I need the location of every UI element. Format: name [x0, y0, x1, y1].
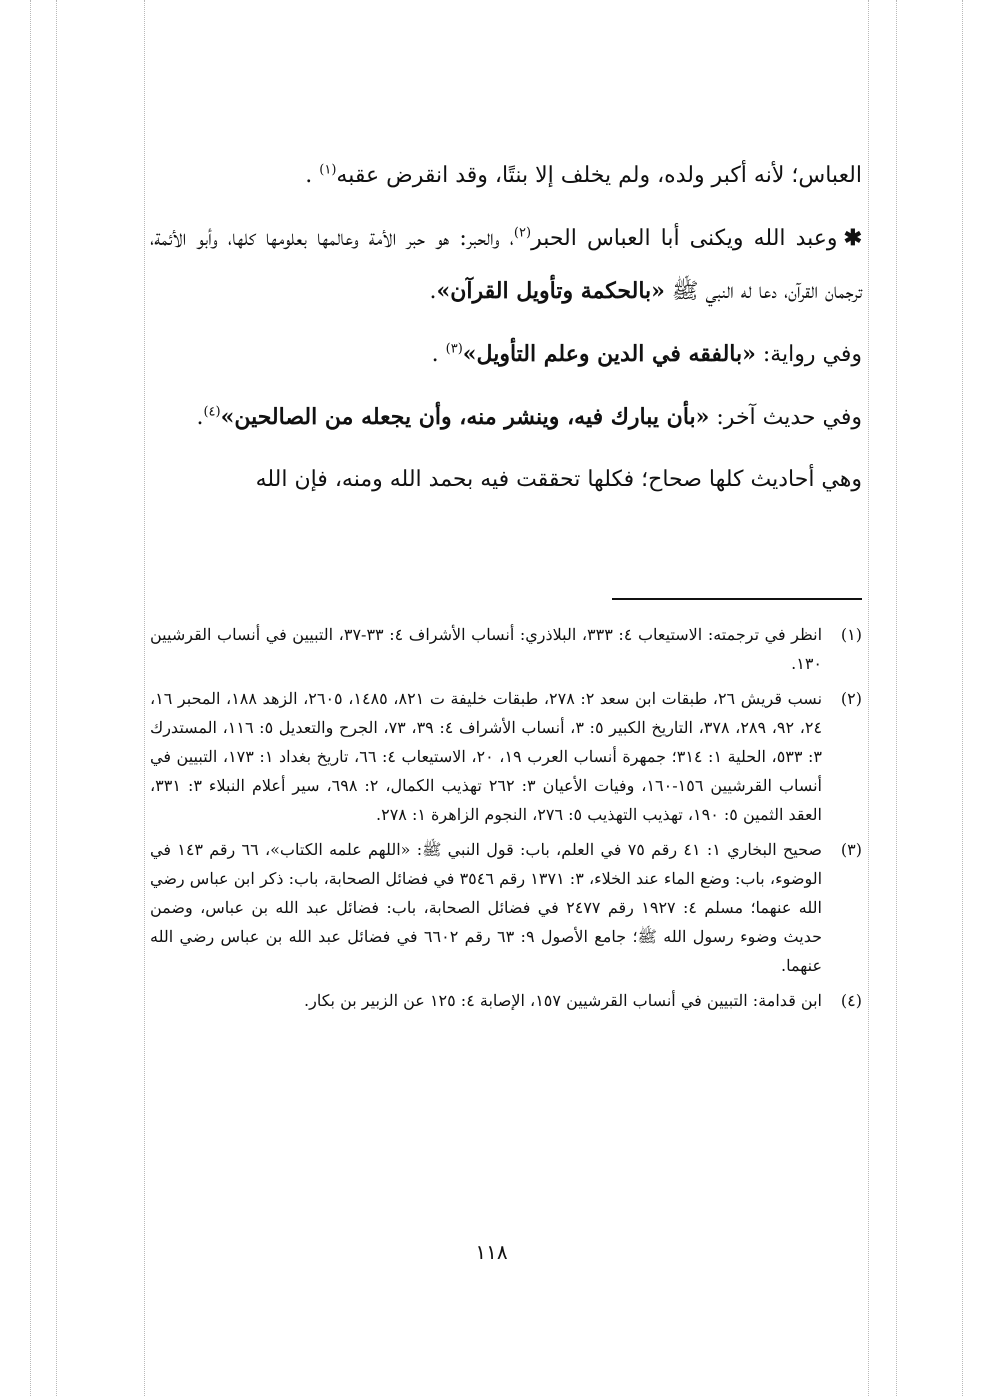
- paragraph-2-mid: ، والحبر: هو حبر الأمة وعالمها بعلومها كلها، وأبو الأئمة، ترجمان القرآن، دعا له النبي ﷺ: [150, 226, 862, 304]
- footnote-number: (٤): [840, 991, 862, 1010]
- guide-line: [962, 0, 963, 1396]
- guide-line: [30, 0, 31, 1396]
- paragraph-2-end: .: [429, 279, 437, 304]
- footnote-3: [150, 835, 862, 980]
- footnote-text: نسب قريش ٢٦، طبقات ابن سعد ٢: ٢٧٨، طبقات خليفة ت ٨٢١، ١٤٨٥، ٢٦٠٥، الزهد ١٨٨، المحبر ١٦، ٢٤، ٩٢، ٢٨٩، ٣٧٨، التاريخ الكبير ٥: ٣، أنساب الأشراف ٤: ٣٩، ٧٣، الجرح والتعديل ٥: ١١٦، المستدرك ٣: ٥٣٣، الحلية ١: ٣١٤؛ جمهرة أنساب العرب ١٩، ٢٠، الاستيعاب ٤: ٦٦، تاريخ بغداد ١: ١٧٣، التبيين في أنساب القرشيين ١٥٦-١٦٠، وفيات الأعيان ٣: ٢٦٢ تهذيب الكمال، ٢: ٦٩٨، سير أعلام النبلاء ٣: ٣٣١، العقد الثمين ٥: ١٩٠، تهذيب التهذيب ٥: ٢٧٦، النجوم الزاهرة ١: ٢٧٨.: [150, 689, 823, 824]
- footnote-text: صحيح البخاري ١: ٤١ رقم ٧٥ في العلم، باب: قول النبي ﷺ: «اللهم علمه الكتاب»، ٦٦ رقم ١٤٣ في الوضوء، باب: وضع الماء عند الخلاء، ٣: ١٣٧١ رقم ٣٥٤٦ في فضائل الصحابة، باب: ذكر ابن عباس رضي الله عنهما؛ مسلم ٤: ١٩٢٧ رقم ٢٤٧٧ في فضائل الصحابة، باب: فضائل عبد الله بن عباس، وضمن حديث وضوء رسول الله ﷺ؛ جامع الأصول ٩: ٦٣ رقم ٦٦٠٢ في فضائل عبد الله بن عباس رضي الله عنهما.: [150, 840, 823, 975]
- footnote-separator: [612, 598, 862, 600]
- paragraph-5-text: وهي أحاديث كلها صحاح؛ فكلها تحققت فيه بحمد الله ومنه، فإن الله: [255, 467, 862, 492]
- footnote-ref-4[interactable]: (٤): [203, 404, 221, 420]
- star-icon: ✱: [843, 225, 862, 251]
- footnotes: [150, 620, 862, 1021]
- page-number: ١١٨: [475, 1240, 508, 1264]
- footnote-number: (٣): [840, 840, 862, 859]
- footnote-ref-2[interactable]: (٢): [513, 225, 532, 241]
- footnote-ref-1[interactable]: (١): [319, 162, 337, 178]
- footnote-number: (٢): [840, 689, 862, 708]
- paragraph-4-quote: «بأن يبارك فيه، وينشر منه، وأن يجعله من الصالحين»: [220, 404, 710, 430]
- paragraph-4-end: .: [196, 405, 204, 430]
- paragraph-4: [150, 391, 862, 444]
- paragraph-5: [150, 454, 862, 506]
- footnote-number: (١): [840, 625, 862, 644]
- page-body: [150, 150, 862, 1010]
- footnote-2: [150, 684, 862, 829]
- paragraph-1-end: .: [305, 163, 320, 188]
- paragraph-1: [150, 150, 862, 202]
- paragraph-3: [150, 328, 862, 381]
- guide-line: [144, 0, 145, 1396]
- footnote-text: ابن قدامة: التبيين في أنساب القرشيين ١٥٧، الإصابة ٤: ١٢٥ عن الزبير بن بكار.: [304, 991, 822, 1010]
- paragraph-2-pre: وعبد الله ويكنى أبا العباس الحبر: [531, 226, 838, 251]
- guide-line: [56, 0, 57, 1396]
- paragraph-3-quote: «بالفقه في الدين وعلم التأويل»: [462, 341, 756, 367]
- footnote-4: [150, 986, 862, 1015]
- paragraph-3-pre: وفي رواية:: [755, 342, 862, 367]
- paragraph-3-end: .: [431, 342, 446, 367]
- footnote-text: انظر في ترجمته: الاستيعاب ٤: ٣٣٣، البلاذري: أنساب الأشراف ٤: ٣٣-٣٧، التبيين في أنساب القرشيين ١٣٠.: [150, 625, 823, 673]
- guide-line: [896, 0, 897, 1396]
- guide-line: [868, 0, 869, 1396]
- paragraph-4-pre: وفي حديث آخر:: [709, 405, 862, 430]
- footnote-ref-3[interactable]: (٣): [445, 341, 463, 357]
- footnote-1: [150, 620, 862, 678]
- paragraph-1-text: العباس؛ لأنه أكبر ولده، ولم يخلف إلا بنتًا، وقد انقرض عقبه: [336, 163, 862, 188]
- paragraph-2-quote: «بالحكمة وتأويل القرآن»: [436, 278, 665, 304]
- paragraph-2: [150, 212, 862, 318]
